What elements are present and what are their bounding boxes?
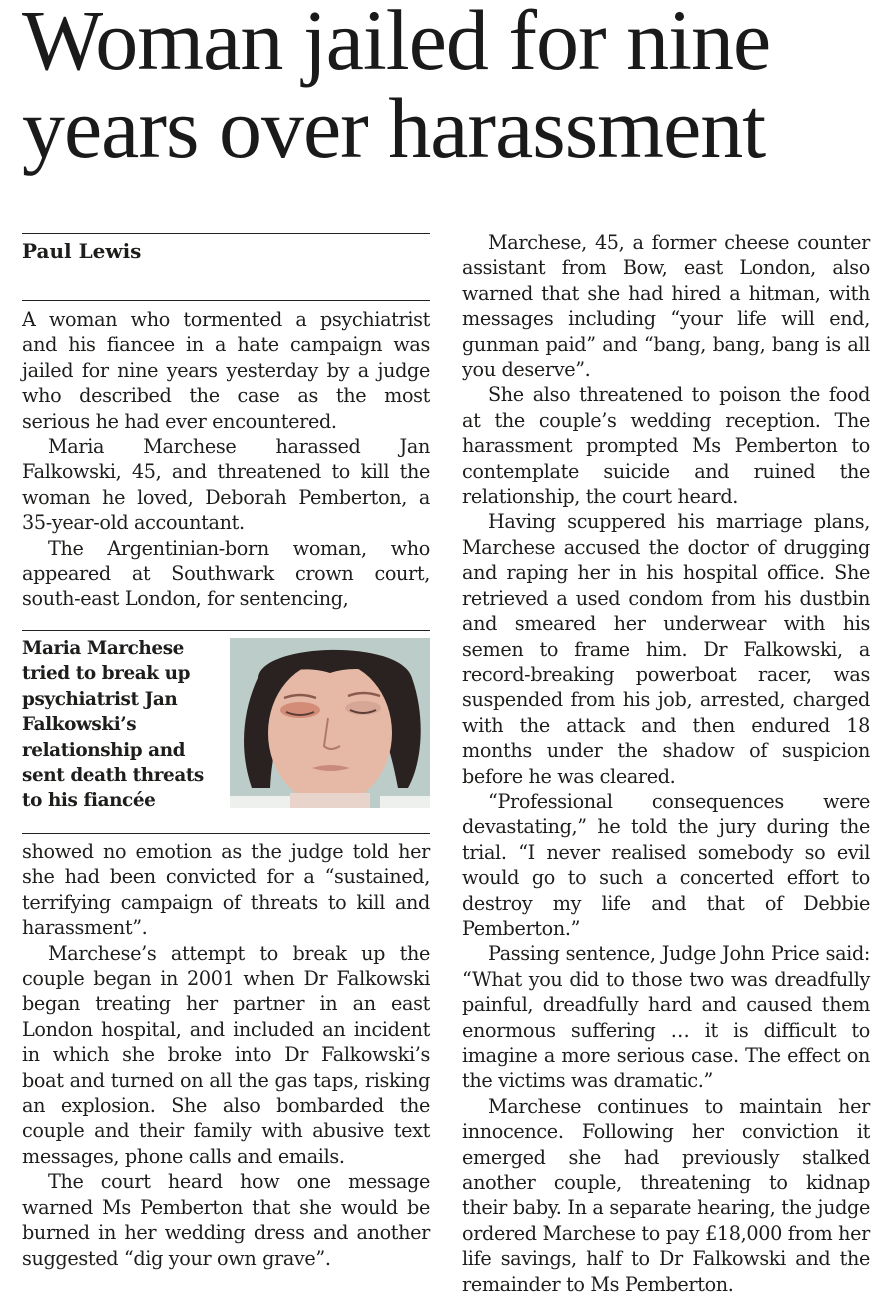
portrait-photo	[230, 638, 430, 808]
caption-top-rule	[22, 630, 430, 631]
left-column-bottom	[22, 839, 430, 1271]
paragraph: Marchese continues to maintain her innocence. Following her conviction it emerged she had previously stalked another couple, threatening to kidnap their baby. In a separate hearing, the judge ordered Marchese to pay £18,000 from her life savings, half to Dr Falkowski and the remainder to Ms Pemberton.	[462, 1094, 870, 1296]
paragraph: She also threatened to poison the food at the couple’s wedding reception. The harassment prompted Ms Pemberton to contemplate suicide and ruined the relationship, the court heard.	[462, 383, 870, 509]
paragraph: Maria Marchese harassed Jan Falkowski, 45, and threatened to kill the woman he loved, Deborah Pemberton, a 35-year-old accountant.	[22, 435, 430, 535]
paragraph: showed no emotion as the judge told her she had been convicted for a “sustained, terrifying campaign of threats to kill and harassment”.	[22, 840, 430, 940]
paragraph: Having scuppered his marriage plans, Marchese accused the doctor of drugging and raping her in his hospital office. She retrieved a used condom from his dustbin and smeared her underwear with his semen to frame him. Dr Falkowski, a record-breaking powerboat racer, was suspended from his job, arrested, charged with the attack and then endured 18 months under the shadow of suspicion before he was cleared.	[462, 510, 870, 788]
byline-top-rule	[22, 233, 430, 234]
paragraph: “Professional consequences were devastating,” he told the jury during the trial. “I never realised somebody so evil would go to such a concerted effort to destroy my life and that of Debbie Pemberton.”	[462, 789, 870, 940]
paragraph: The Argentinian-born woman, who appeared at Southwark crown court, south-east London, for sentencing,	[22, 536, 430, 611]
photo-caption: Maria Marchese tried to break up psychiatrist Jan Falkowski’s relationship and sent death threats to his fiancée	[22, 638, 204, 812]
portrait-image	[230, 638, 430, 808]
byline: Paul Lewis	[22, 239, 142, 263]
paragraph: Passing sentence, Judge John Price said: “What you did to those two was dreadfully painful, dreadfully hard and caused them enormous suffering … it is difficult to imagine a more serious case. The effect on the victims was dramatic.”	[462, 942, 870, 1093]
headline: Woman jailed for nine years over harassment	[22, 0, 771, 176]
byline-bottom-rule	[22, 300, 430, 301]
right-column	[462, 230, 870, 1297]
paragraph: The court heard how one message warned Ms Pemberton that she would be burned in her wedding dress and another suggested “dig your own grave”.	[22, 1170, 430, 1270]
paragraph: Marchese, 45, a former cheese counter assistant from Bow, east London, also warned that she had hired a hitman, with messages including “your life will end, gunman paid” and “bang, bang, bang is all you deserve”.	[462, 231, 870, 382]
caption-bottom-rule	[22, 833, 430, 834]
paragraph: Marchese’s attempt to break up the couple began in 2001 when Dr Falkowski began treating her partner in an east London hospital, and included an incident in which she broke into Dr Falkowski’s boat and turned on all the gas taps, risking an explosion. She also bombarded the couple and their family with abusive text messages, phone calls and emails.	[22, 941, 430, 1168]
paragraph: A woman who tormented a psychiatrist and his fiancee in a hate campaign was jailed for nine years yesterday by a judge who described the case as the most serious he had ever encountered.	[22, 308, 430, 433]
left-column-top	[22, 307, 430, 612]
